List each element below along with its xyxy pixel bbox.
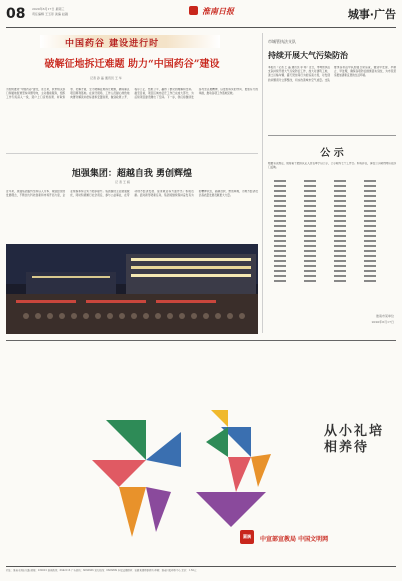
masthead-logo [189,6,198,15]
lead-headline: 破解征地拆迁难题 助力“中国药谷”建设 [44,59,220,70]
masthead-rule [6,27,396,28]
notice-signature: 淮南市某单位 [375,314,394,318]
masthead-logo-text: 淮南日报 [202,6,234,16]
side-kicker: 市城管执法支队 [268,39,296,44]
editor-line: 责任编辑 王玉彤 美编 赵越 [32,12,68,16]
section-title: 城事·广告 [347,8,396,21]
ad-stamp: 圆满 [240,530,254,544]
tangram-child-arm [206,427,228,457]
lead-byline: 记者 孙 晶 通讯员 王 华 [90,76,122,80]
tangram-torso-piece [92,460,146,487]
column-separator [262,33,263,333]
notice-title: 公 示 [320,148,344,159]
footer-rule [6,566,396,567]
tangram-child-head [211,410,228,427]
building-photo-svg [6,244,258,334]
notice-date: 2020年6月17日 [371,320,394,324]
ad-footer: 中宣部宣教局 中国文明网 [260,536,329,543]
public-service-ad [6,342,396,564]
side-body: 本报讯（记者 王 晶 通讯员 李 明）近日，市城管执法支队持续开展大气污染防治工作，加大对建筑工地、渣土运输车辆、露天焚烧等行为的巡查力度，对发现的问题责令立即整改，切实改善城市空气质量。支队要求各执法中队加强日常巡查，做到早发现、早制止、早处理，确保各项防治措施落实到位，为市民营造更加清新宜居的生活环境。 [268,66,396,82]
tangram-illustration [6,342,306,564]
page-footer: 社址：淮南市洞山东路 邮编：232001 新闻热线：6642116 广告热线：6666666 发行热线：6666899 本报法律顾问：安徽某律师事务所 印刷：淮南日报印务中心 定价：1.50元 [6,569,197,572]
notice-intro: 根据有关规定，现将第十批拟认定人员名单予以公示，公示期为七个工作日。如有异议，请在公示期内向有关部门反映。 [268,162,396,170]
building-photo [6,244,258,334]
divider [6,153,258,154]
date-line: 2020年6月17日 星期三 [32,7,65,11]
photo-body: 近年来，旭强集团始终坚持以人为本、诚信经营的发展理念，不断加大科技创新和市场开拓力度，企业规模和综合实力稳步提升。集团围绕主业做强做优，同时积极履行社会责任，参与公益事业，在带动地方经济发展、促进就业等方面作出了积极贡献。面对新形势新任务，集团将继续保持奋发有为的精神状态，超越自我、勇创辉煌，为地方经济社会高质量发展贡献更大力量。 [6,190,258,198]
tangram-arm-piece [146,432,181,467]
banner-text: 中国药谷 建设进行时 [65,39,160,49]
masthead [6,6,396,28]
notice-box [268,135,396,334]
lead-body: 为加快推进“中国药谷”建设，连日来，我市相关部门和属地街道坚持问题导向，主动靠前服务，组织工作专班深入一线，逐户上门宣传政策、听取诉求、化解矛盾，全力破解征地拆迁难题，确保重点项目顺利落地。在拆迁现场，工作人员耐心细致地向群众解读补偿标准和安置政策，做到政策公开、程序公正、结果公平，赢得了群众的理解和支持。截至目前，项目区域内征迁工作已完成大部分，为后续项目建设腾出了空间。下一步，我们将继续发扬攻坚克难精神，以更加务实的作风、更加有力的举措，推动各项工作落地见效。 [6,88,258,100]
photo-headline: 旭强集团：超越自我 勇创辉煌 [71,169,193,179]
ad-slogan: 从小礼培相养待 [324,424,385,455]
tangram-head-piece [106,420,146,460]
ad-top-rule [6,340,396,341]
tangram-leg-piece-2 [146,487,171,532]
tangram-leg-piece [119,487,146,537]
notice-name-grid [268,180,396,315]
page-number: 08 [6,6,26,22]
tangram-child-leg-2 [251,454,271,487]
banner [40,35,220,48]
tangram-base-piece [196,492,266,527]
tangram-child-leg [228,457,251,492]
photo-byline: 记 者 王 娟 [115,180,130,184]
side-headline: 持续开展大气污染防治 [268,50,348,60]
